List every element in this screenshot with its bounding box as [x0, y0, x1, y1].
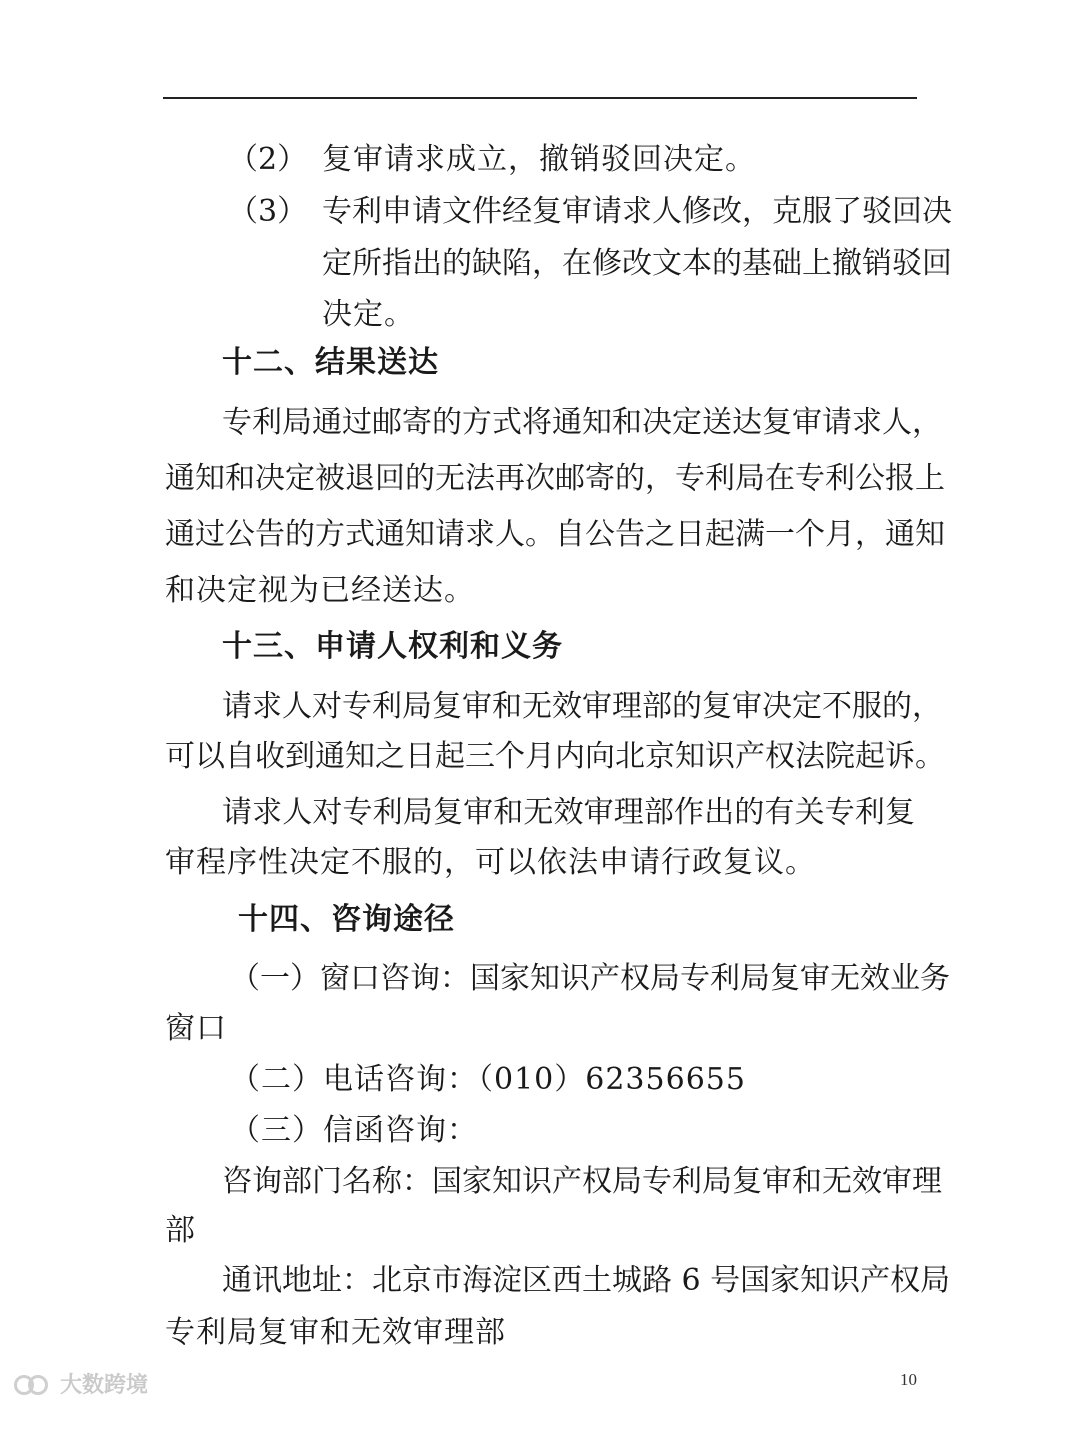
section-13-p1-line-1: 请求人对专利局复审和无效审理部的复审决定不服的，: [222, 689, 942, 724]
window-consult-line-2: 窗口: [165, 1011, 227, 1046]
section-13-p1-line-2: 可以自收到通知之日起三个月内向北京知识产权法院起诉。: [165, 739, 945, 774]
page-number: 10: [900, 1370, 917, 1389]
header-rule: [163, 97, 917, 99]
section-12-line-4: 和决定视为已经送达。: [165, 573, 475, 608]
watermark-text: 大数跨境: [60, 1373, 149, 1398]
item-2-number: （2）: [228, 142, 308, 177]
address-line-1: 通讯地址：北京市海淀区西土城路 6 号国家知识产权局: [222, 1263, 951, 1298]
window-consult-line-1: （一）窗口咨询：国家知识产权局专利局复审无效业务: [230, 961, 950, 996]
item-3-line-3: 决定。: [322, 297, 415, 332]
address-line-2: 专利局复审和无效审理部: [165, 1315, 506, 1350]
section-14-heading: 十四、咨询途径: [238, 902, 455, 937]
item-3-number: （3）: [228, 194, 308, 229]
watermark-logo-icon: [14, 1373, 54, 1395]
watermark: [14, 1368, 148, 1399]
section-13-p2-line-2: 审程序性决定不服的，可以依法申请行政复议。: [165, 845, 816, 880]
section-13-p2-line-1: 请求人对专利局复审和无效审理部作出的有关专利复: [222, 795, 915, 830]
item-3-line-1: 专利申请文件经复审请求人修改，克服了驳回决: [322, 194, 952, 229]
section-13-heading: 十三、申请人权利和义务: [222, 629, 563, 664]
section-12-heading: 十二、结果送达: [222, 345, 439, 380]
dept-name-line-2: 部: [165, 1213, 196, 1248]
item-2-text: 复审请求成立，撤销驳回决定。: [322, 142, 756, 177]
phone-consult: （二）电话咨询：（010）62356655: [230, 1062, 746, 1097]
section-12-line-2: 通知和决定被退回的无法再次邮寄的，专利局在专利公报上: [165, 461, 945, 496]
dept-name-line-1: 咨询部门名称：国家知识产权局专利局复审和无效审理: [222, 1164, 942, 1199]
item-3-line-2: 定所指出的缺陷，在修改文本的基础上撤销驳回: [322, 246, 952, 281]
letter-consult: （三）信函咨询：: [230, 1113, 478, 1148]
section-12-line-1: 专利局通过邮寄的方式将通知和决定送达复审请求人，: [222, 405, 942, 440]
section-12-line-3: 通过公告的方式通知请求人。自公告之日起满一个月，通知: [165, 517, 945, 552]
